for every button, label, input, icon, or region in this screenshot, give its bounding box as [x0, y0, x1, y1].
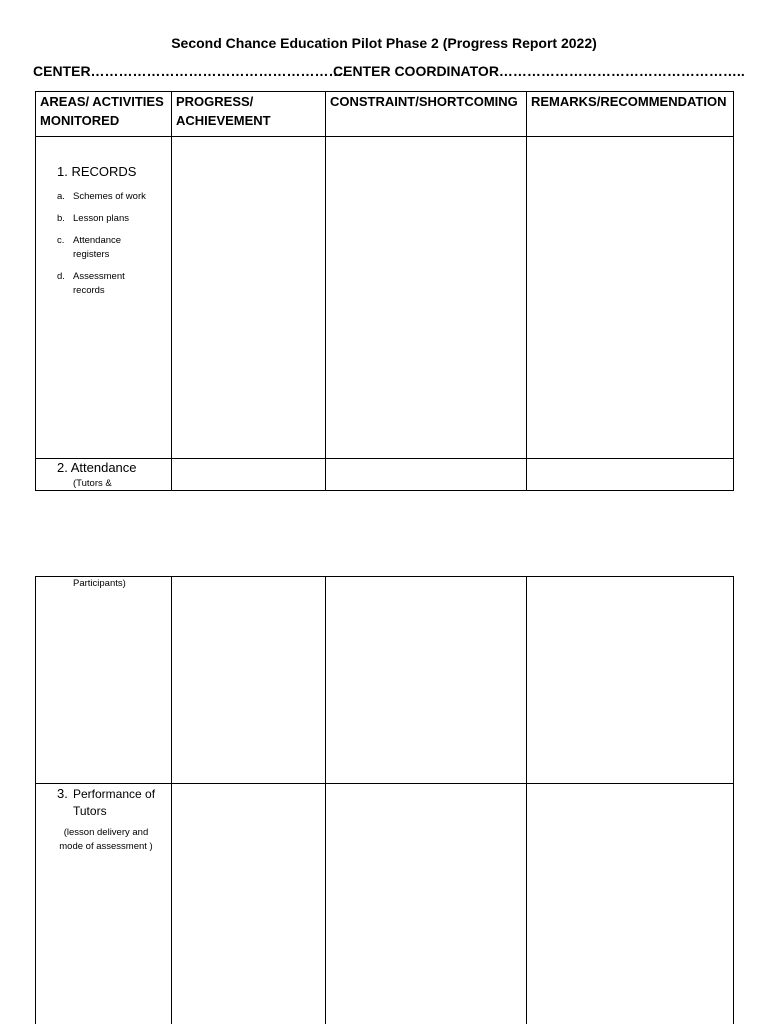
document-title: Second Chance Education Pilot Phase 2 (Progress Report 2022) — [171, 35, 597, 51]
header-progress-achievement: PROGRESS/ ACHIEVEMENT — [176, 94, 271, 128]
header-constraint-shortcoming: CONSTRAINT/SHORTCOMING — [330, 94, 518, 109]
header-remarks-recommendation: REMARKS/RECOMMENDATION — [531, 94, 727, 109]
records-item-text: Schemes of work — [73, 191, 146, 202]
records-item — [57, 190, 173, 204]
records-item-text: Attendance registers — [73, 235, 122, 260]
row-records-title: 1. RECORDS — [57, 164, 137, 179]
records-item — [57, 212, 173, 226]
row-attendance-note-start: (Tutors & — [73, 478, 112, 489]
row-attendance-title: 2. Attendance — [57, 460, 137, 475]
row-attendance-note-end: Participants) — [73, 578, 126, 589]
records-item — [57, 234, 135, 262]
header-areas-activities: AREAS/ ACTIVITIES MONITORED — [40, 94, 164, 128]
coordinator-field-label: CENTER COORDINATOR…………………………………………….. — [333, 63, 745, 79]
center-field-label: CENTER………………………………………………. — [33, 63, 347, 79]
records-item-letter: b. — [57, 213, 65, 224]
row-performance-note: (lesson delivery and mode of assessment ) — [59, 827, 153, 852]
records-item-text: Lesson plans — [73, 213, 129, 224]
records-item-letter: d. — [57, 271, 65, 282]
records-item-text: Assessment records — [73, 271, 125, 296]
records-item-letter: c. — [57, 235, 65, 246]
row-performance-number: 3. — [57, 786, 68, 801]
records-item — [57, 270, 135, 298]
row-performance-title: Performance of Tutors — [73, 787, 156, 818]
records-item-letter: a. — [57, 191, 65, 202]
